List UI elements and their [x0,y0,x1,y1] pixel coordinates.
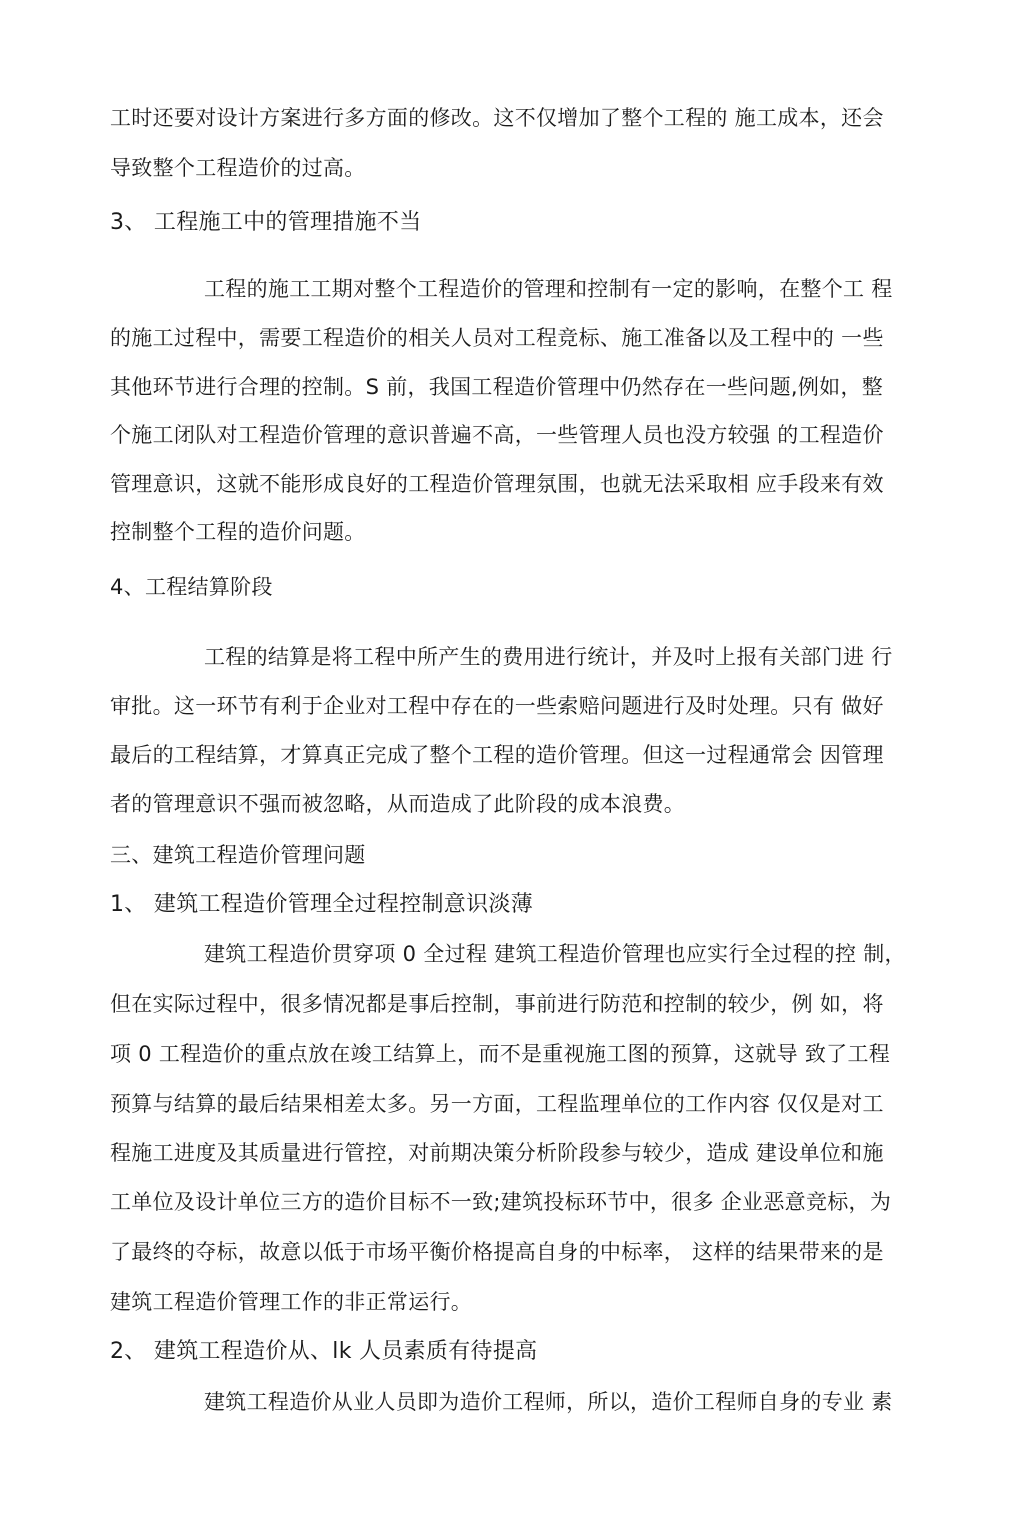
paragraph-line: 工程的结算是将工程中所产生的费用进行统计，并及吋上报有关部门进 行 [204,645,893,669]
paragraph-line: 审批。这一环节有利于企业对工程中存在的一些索赔问题进行及时处理。只有 做好 [110,694,884,718]
section-heading: 3、 工程施工中的管理措施不当 [110,210,422,235]
paragraph-line: 控制整个工程的造价问题。 [110,520,366,544]
section-heading: 三、建筑工程造价管理问题 [110,843,366,867]
paragraph-line: 最后的工程结算，才算真正完成了整个工程的造价管理。但这一过程通常会 因管理 [110,743,884,767]
paragraph-line: 项 0 工程造价的重点放在竣工结算上，而不是重视施工图的预算，这就导 致了工程 [110,1042,891,1066]
paragraph-line: 其他环节进行合理的控制。S 前，我国工程造价管理中仍然存在一些问题,例如，整 [110,375,884,399]
paragraph-line: 建筑工程造价管理工作的非正常运行。 [110,1290,473,1314]
paragraph-line: 管理意识，这就不能形成良好的工程造价管理氛围，也就无法采取相 应手段来有效 [110,472,884,496]
paragraph-line: 了最终的夺标，故意以低于市场平衡价格提高自身的中标率， 这样的结果带来的是 [110,1240,884,1264]
paragraph-line: 预算与结算的最后结果相差太多。另一方面，工程监理单位的工作内容 仅仅是对工 [110,1092,884,1116]
paragraph-line: 工时还要对设计方案进行多方面的修改。这不仅增加了整个工程的 施工成本，还会 [110,106,884,130]
section-heading: 4、工程结算阶段 [110,575,273,599]
section-heading: 2、 建筑工程造价从、lk 人员素质有待提高 [110,1339,538,1364]
paragraph-line: 建筑工程造价贯穿项 0 全过程 建筑工程造价管理也应实行全过程的控 制， [204,942,906,966]
paragraph-line: 工单位及设计单位三方的造价目标不一致;建筑投标环节中，很多 企业恶意竞标，为 [110,1190,892,1214]
paragraph-line: 者的管理意识不强而被忽略，从而造成了此阶段的成本浪费。 [110,792,686,816]
paragraph-line: 的施工过程中，需要工程造价的相关人员对工程竞标、施工准备以及工程中的 一些 [110,326,884,350]
paragraph-line: 工程的施工工期对整个工程造价的管理和控制有一定的影响，在整个工 程 [204,277,893,301]
paragraph-line: 建筑工程造价从业人员即为造价工程师，所以，造价工程师自身的专业 素 [204,1390,893,1414]
section-heading: 1、 建筑工程造价管理全过程控制意识淡薄 [110,892,533,917]
paragraph-line: 但在实际过程中，很多情况都是事后控制，事前进行防范和控制的较少，例 如，将 [110,992,884,1016]
paragraph-line: 个施工闭队对工程造价管理的意识普遍不高，一些管理人员也没方较强 的工程造价 [110,423,884,447]
paragraph-line: 导致整个工程造价的过高。 [110,156,366,180]
paragraph-line: 程施工进度及其质量进行管控，对前期决策分析阶段参与较少，造成 建设单位和施 [110,1141,884,1165]
